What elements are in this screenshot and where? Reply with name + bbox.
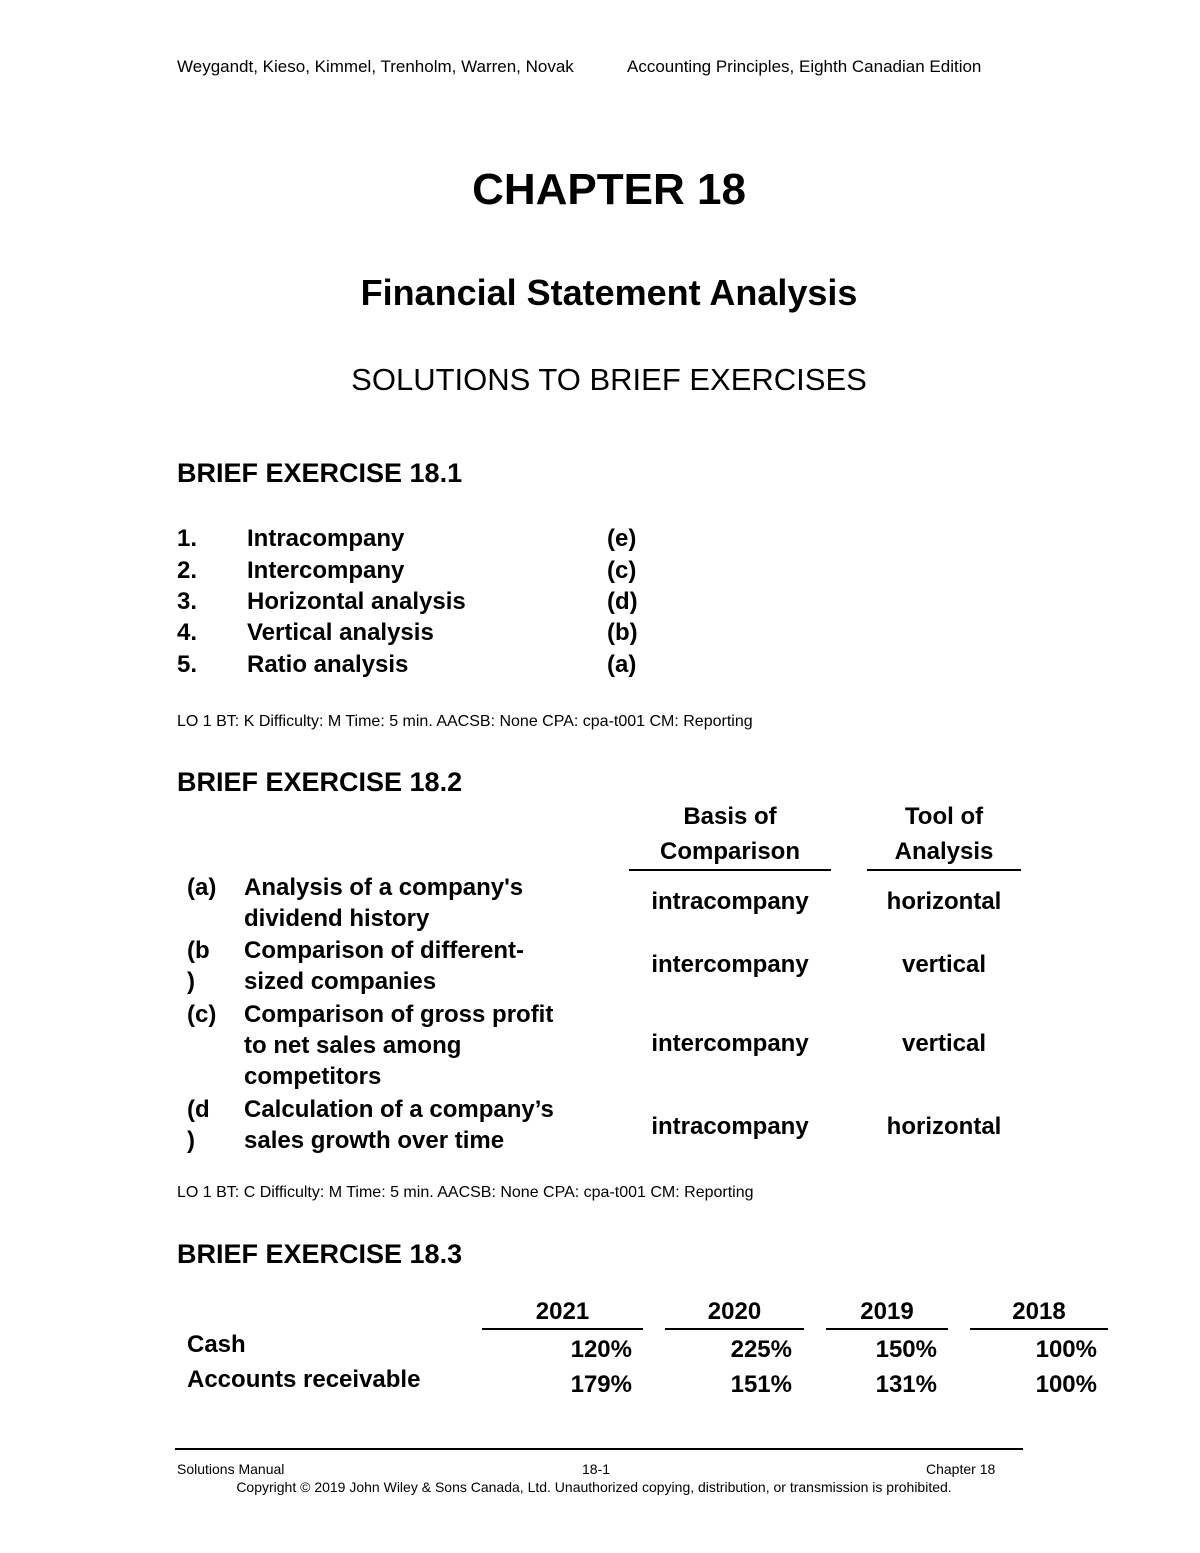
item-term: Intercompany [247,557,405,584]
column-header-tool [867,799,1021,869]
footer-left: Solutions Manual [177,1461,285,1477]
basis-cell: intercompany [651,1030,809,1057]
column-underline [629,869,831,871]
item-number: 3. [177,588,198,615]
row-description-line: dividend history [244,905,430,932]
footer-copyright: Copyright © 2019 John Wiley & Sons Canada, Ltd. Unauthorized copying, distribution, or transmission is prohibited. [236,1479,952,1495]
column-header-basis [629,799,831,869]
item-answer: (d) [607,588,638,615]
row-letter [187,1094,210,1156]
basis-cell: intracompany [651,1113,809,1140]
year-header: 2018 [1012,1298,1066,1325]
be2-metadata: LO 1 BT: C Difficulty: M Time: 5 min. AACSB: None CPA: cpa-t001 CM: Reporting [177,1184,754,1201]
row-description-line: Comparison of gross profit [244,1001,554,1028]
row-description-line: sales growth over time [244,1127,505,1154]
item-number: 4. [177,619,198,646]
row-letter-line: (c) [187,1001,217,1028]
tool-cell: vertical [901,951,987,978]
value-cell: 150% [875,1336,937,1363]
item-term: Ratio analysis [247,651,409,678]
row-description [244,935,524,997]
item-answer: (a) [607,651,637,678]
row-letter-line: (d [187,1096,210,1123]
year-header: 2021 [535,1298,590,1325]
chapter-title: CHAPTER 18 [472,165,746,214]
chapter-subtitle: Financial Statement Analysis [360,272,858,313]
row-letter [187,935,210,997]
row-description-line: Calculation of a company’s [244,1096,554,1123]
value-cell: 179% [570,1371,632,1398]
column-underline [867,869,1021,871]
row-letter [187,872,216,903]
be2-title: BRIEF EXERCISE 18.2 [177,767,463,797]
row-letter-line: ) [187,968,195,995]
row-description-line: competitors [244,1063,382,1090]
value-cell: 100% [1035,1371,1097,1398]
item-term: Horizontal analysis [247,588,466,615]
column-underline [482,1328,643,1330]
be1-title: BRIEF EXERCISE 18.1 [177,458,463,488]
tool-cell: horizontal [886,1113,1002,1140]
column-header-line: Basis of [683,803,777,830]
row-description-line: to net sales among [244,1032,462,1059]
row-label: Cash [187,1331,246,1358]
tool-cell: horizontal [886,888,1002,915]
section-title: SOLUTIONS TO BRIEF EXERCISES [351,362,867,397]
item-term: Intracompany [247,525,405,552]
value-cell: 120% [570,1336,632,1363]
year-header: 2020 [707,1298,762,1325]
footer-divider [175,1448,1023,1450]
item-answer: (c) [607,557,637,584]
row-letter-line: (b [187,937,210,964]
column-header-line: Tool of [904,803,984,830]
row-label: Accounts receivable [187,1366,421,1393]
row-description [244,999,553,1092]
item-term: Vertical analysis [247,619,434,646]
header-book-title: Accounting Principles, Eighth Canadian Edition [627,57,982,76]
row-description [244,872,523,934]
row-description-line: sized companies [244,968,437,995]
column-underline [970,1328,1108,1330]
footer-page-number: 18-1 [582,1461,611,1477]
footer-right: Chapter 18 [926,1461,996,1477]
basis-cell: intercompany [651,951,809,978]
item-answer: (b) [607,619,638,646]
row-description-line: Analysis of a company's [244,874,524,901]
header-authors: Weygandt, Kieso, Kimmel, Trenholm, Warren, Novak [177,57,574,76]
column-header-line: Comparison [659,838,800,865]
row-description [244,1094,554,1156]
column-header-line: Analysis [894,838,994,865]
be1-metadata: LO 1 BT: K Difficulty: M Time: 5 min. AACSB: None CPA: cpa-t001 CM: Reporting [177,713,753,730]
basis-cell: intracompany [651,888,809,915]
row-letter-line: ) [187,1127,195,1154]
tool-cell: vertical [901,1030,987,1057]
year-header: 2019 [860,1298,914,1325]
item-answer: (e) [607,525,637,552]
item-number: 5. [177,651,198,678]
value-cell: 225% [730,1336,792,1363]
be3-title: BRIEF EXERCISE 18.3 [177,1239,463,1269]
item-number: 1. [177,525,198,552]
row-description-line: Comparison of different- [244,937,524,964]
value-cell: 131% [875,1371,937,1398]
row-letter [187,999,216,1030]
value-cell: 100% [1035,1336,1097,1363]
item-number: 2. [177,557,198,584]
column-underline [826,1328,948,1330]
column-underline [665,1328,804,1330]
value-cell: 151% [730,1371,792,1398]
row-letter-line: (a) [187,874,217,901]
